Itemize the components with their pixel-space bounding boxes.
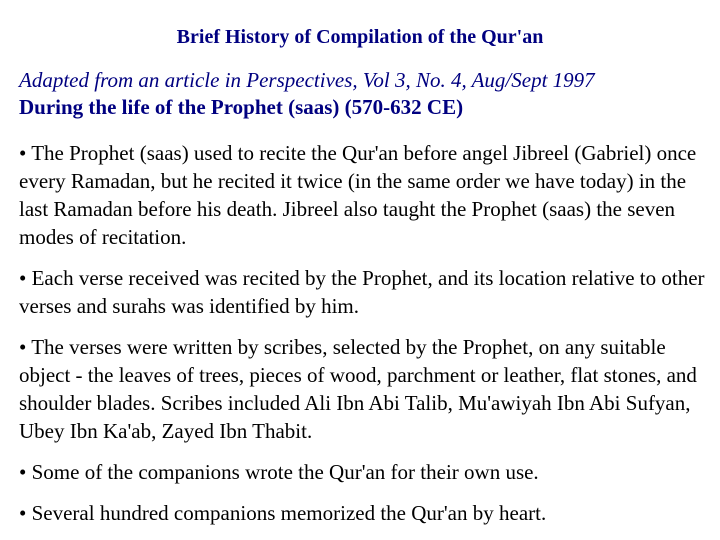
bullet-item bbox=[19, 333, 709, 445]
bullet-marker: • bbox=[19, 335, 27, 359]
section-heading: During the life of the Prophet (saas) (570-632 CE) bbox=[19, 95, 464, 119]
bullet-marker: • bbox=[19, 266, 27, 290]
bullet-item bbox=[19, 264, 709, 320]
bullet-marker: • bbox=[19, 460, 27, 484]
bullet-text: Each verse received was recited by the Prophet, and its location relative to other verses and surahs was identified by him. bbox=[19, 266, 705, 318]
bullet-item bbox=[19, 139, 709, 251]
bullet-item bbox=[19, 458, 709, 486]
bullet-marker: • bbox=[19, 501, 27, 525]
bullet-text: Several hundred companions memorized the Qur'an by heart. bbox=[31, 501, 547, 525]
source-citation: Adapted from an article in Perspectives, Vol 3, No. 4, Aug/Sept 1997 bbox=[19, 68, 595, 92]
bullet-text: The verses were written by scribes, selected by the Prophet, on any suitable object - the leaves of trees, pieces of wood, parchment or leather, flat stones, and shoulder blades. Scribes included Ali Ibn Abi Talib, Mu'awiyah Ibn Abi Sufyan, Ubey Ibn Ka'ab, Zayed Ibn Thabit. bbox=[19, 335, 697, 443]
slide-title: Brief History of Compilation of the Qur'an bbox=[176, 26, 544, 48]
bullet-text: The Prophet (saas) used to recite the Qur'an before angel Jibreel (Gabriel) once every Ramadan, but he recited it twice (in the same order we have today) in the last Ramadan before his death. Jibreel also taught the Prophet (saas) the seven modes of recitation. bbox=[19, 141, 697, 249]
bullet-marker: • bbox=[19, 141, 27, 165]
bullet-text: Some of the companions wrote the Qur'an for their own use. bbox=[31, 460, 539, 484]
bullet-list bbox=[19, 139, 709, 540]
bullet-item bbox=[19, 499, 709, 527]
